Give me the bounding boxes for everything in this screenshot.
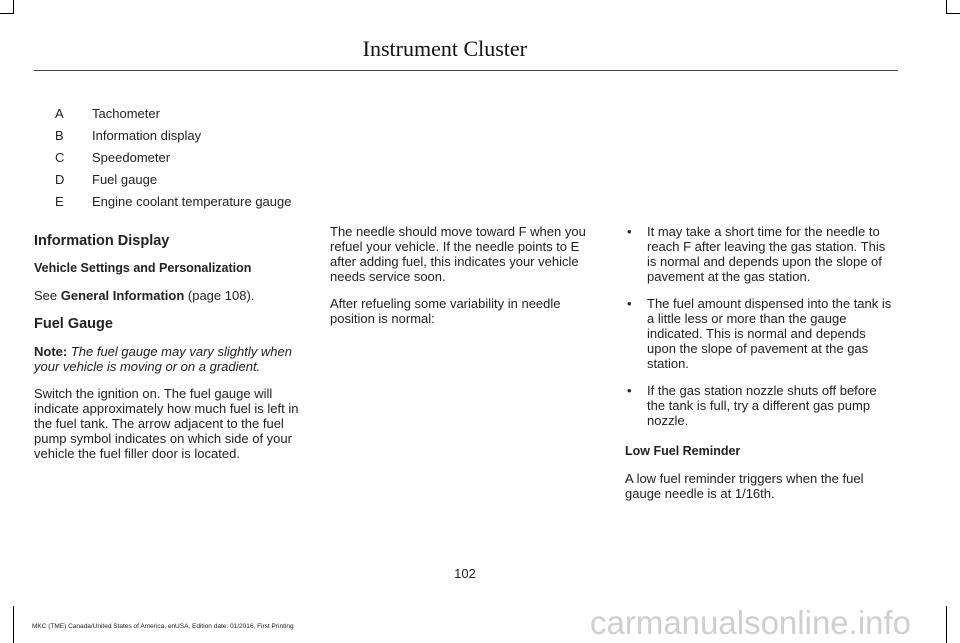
bullet-text: It may take a short time for the needle to reach F after leaving the gas station. This is normal and depends upon the slope of pavement at the gas station. (647, 224, 886, 284)
crop-mark (946, 606, 947, 643)
see-prefix: See (34, 288, 61, 303)
note (34, 344, 306, 374)
section-heading: Fuel Gauge (34, 316, 113, 332)
section-heading: Information Display (34, 233, 170, 249)
column-right (625, 224, 897, 513)
paragraph: A low fuel reminder triggers when the fuel gauge needle is at 1/16th. (625, 471, 864, 501)
bullet-item (625, 296, 897, 371)
legend-label: Speedometer (92, 149, 171, 165)
paragraph: The needle should move toward F when you refuel your vehicle. If the needle points to E after adding fuel, this indicates your vehicle needs service soon. (330, 224, 586, 284)
legend-letter: B (55, 127, 64, 143)
page-number: 102 (454, 566, 476, 581)
paragraph: After refueling some variability in needle position is normal: (330, 296, 561, 326)
legend-item (52, 168, 352, 190)
legend-label: Engine coolant temperature gauge (92, 193, 292, 209)
bullet-glyph: • (627, 383, 632, 398)
crop-mark (946, 0, 947, 14)
page-title: Instrument Cluster (362, 36, 527, 61)
column-left (34, 224, 306, 473)
subsection-heading: Vehicle Settings and Personalization (34, 261, 252, 275)
bullet-item (625, 224, 897, 284)
legend-item (52, 146, 352, 168)
figure-legend (52, 102, 352, 212)
paragraph: Switch the ignition on. The fuel gauge will indicate approximately how much fuel is left in the fuel tank. The arrow adjacent to the fuel pump symbol indicates on which side of your vehicle the fuel filler door is located. (34, 386, 299, 461)
legend-item (52, 124, 352, 146)
legend-letter: A (55, 105, 64, 121)
note-text: The fuel gauge may vary slightly when your vehicle is moving or on a gradient. (34, 344, 292, 374)
bullet-text: If the gas station nozzle shuts off before the tank is full, try a different gas pump nozzle. (647, 383, 877, 428)
cross-reference (34, 288, 306, 303)
column-middle (330, 224, 602, 338)
legend-item (52, 190, 352, 212)
subsection-heading: Low Fuel Reminder (625, 444, 741, 458)
crop-mark (0, 13, 14, 14)
bullet-item (625, 383, 897, 428)
crop-mark (13, 0, 14, 14)
note-label: Note: (34, 344, 68, 359)
header-divider (34, 70, 898, 71)
legend-label: Information display (92, 127, 202, 143)
bullet-text: The fuel amount dispensed into the tank is a little less or more than the gauge indicated. This is normal and depends upon the slope of pavement at the gas station. (647, 296, 892, 371)
legend-letter: D (55, 171, 65, 187)
see-suffix: (page 108). (184, 288, 255, 303)
legend-letter: E (55, 193, 64, 209)
footer-edition: MKC (TME) Canada/United States of America, enUSA, Edition date: 01/2016, First Printing (32, 623, 294, 630)
crop-mark (946, 13, 960, 14)
crop-mark (13, 606, 14, 643)
legend-label: Fuel gauge (92, 171, 158, 187)
legend-label: Tachometer (92, 105, 160, 121)
bullet-glyph: • (627, 224, 632, 239)
reference-link[interactable]: General Information (60, 288, 185, 303)
legend-letter: C (55, 149, 65, 165)
watermark: carmanualsonline.info (590, 604, 912, 641)
legend-item (52, 102, 352, 124)
bullet-glyph: • (627, 296, 632, 311)
